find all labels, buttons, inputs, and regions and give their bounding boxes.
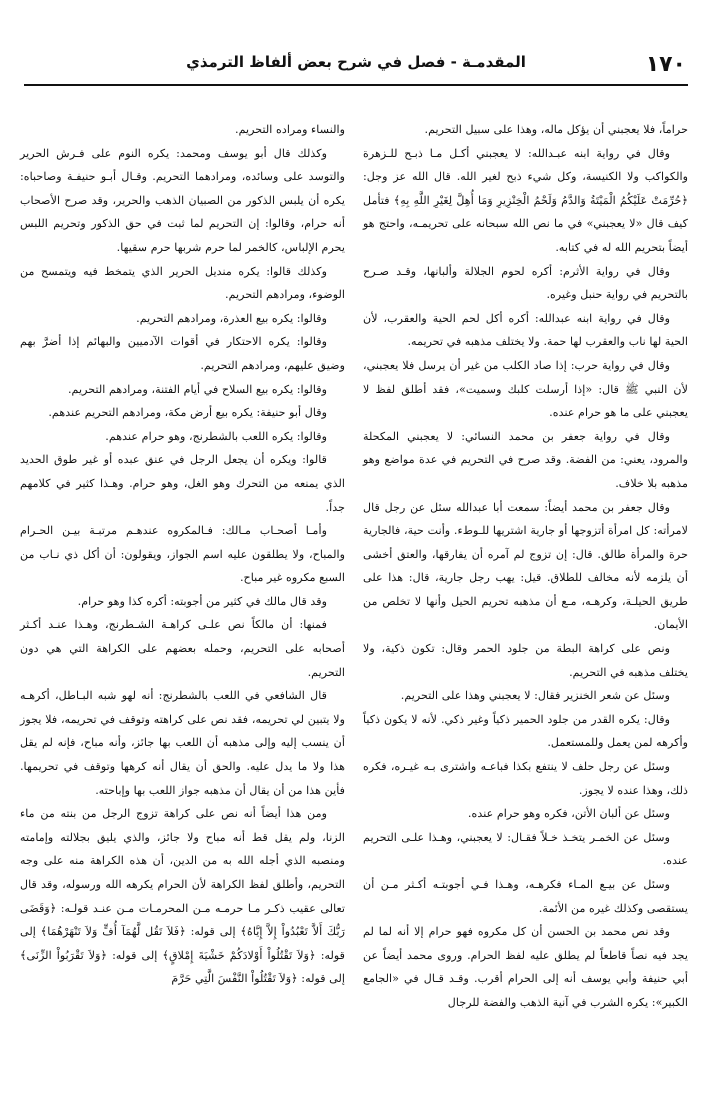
paragraph: وقد قال مالك في كثير من أجوبته: أكره كذا وهو حرام. [77, 594, 327, 608]
paragraph: ونص على كراهة البطة من جلود الحمر وقال: تكون ذكية، ولا يختلف مذهبه في التحريم. [363, 642, 688, 679]
paragraph: والنساء ومراده التحريم. [235, 123, 345, 136]
paragraph: وقال: يكره القدر من جلود الحمير ذكياً وغير ذكي. لأنه لا يكون ذكياً وأكرهه لمن يعمل وللمستعمل. [363, 712, 688, 750]
page-header [24, 38, 688, 86]
right-text-column [363, 118, 688, 1015]
paragraph: وقالوا: يكره بيع العذرة، ومرادهم التحريم. [136, 311, 327, 325]
paragraph: وسئل عن بيـع المـاء فكرهـه، وهـذا فـي أجوبتـه أكـثر مـن أن يستقصى وكذلك غيره من الأئمة. [363, 878, 688, 915]
paragraph: قال الشافعي في اللعب بالشطرنج: أنه لهو شبه البـاطل، أكرهـه ولا يتبين لي تحريمه، فقد نص على كراهته وتوقف في تحريمه، فلا يجوز أن ينسب إليه وإلى مذهبه أن اللعب بها جائز، وأنه مباح، فإنه لم يقل هذا ولا ما يدل عليه. والحق أن يقال أنه كرهها وتوقف في تحريمها. فأين هذا من أن يقال أن مذهبه جواز اللعب بها وإباحته. [20, 689, 345, 797]
paragraph: وقال في رواية حرب: إذا صاد الكلب من غير أن يرسل فلا يعجبني، لأن النبي ﷺ قال: «إذا أرسلت كلبك وسميت»، فقد أطلق لفظ لا يعجبني على ما هو حرام عنده. [363, 358, 688, 420]
page-number: ١٧٠ [645, 52, 686, 77]
paragraph: وقد نص محمد بن الحسن أن كل مكروه فهو حرام إلا أنه لما لم يجد فيه نصاً قاطعاً لم يطلق عليه لفظ الحرام. وروى محمد أيضاً عن أبي حنيفة وأبي يوسف أنه إلى الحرام أقرب. وقـد قـال في «الجامع الكبير»: يكره الشرب في آنية الذهب والفضة للرجال [363, 925, 688, 1009]
paragraph: وكذلك قالوا: يكره منديل الحرير الذي يتمخط فيه ويتمسح من الوضوء، ومرادهم التحريم. [20, 264, 345, 302]
paragraph: قالوا: ويكره أن يجعل الرجل في عنق عبده أو غير طوق الحديد الذي يمنعه من التحرك وهو الغل، وهو حرام. وهـذا كثير في كلامهم جداً. [20, 453, 345, 514]
running-title: المقدمـة - فصل في شرح بعض ألفاظ الترمذي [186, 53, 526, 71]
paragraph: وسئل عن ألبان الأتن، فكره وهو حرام عنده. [467, 807, 670, 821]
paragraph: وقال جعفر بن محمد أيضاً: سمعت أبا عبدالله سئل عن رجل قال لامرأته: كل امرأة أتزوجها أو جارية اشتريها للـوطء. وأنت حية، فالجارية حرة والمرأة طالق. قال: إن تزوج لم آمره أن يفارقها، والعتق أخشى أن يلزمه لأنه مخالف للطلاق. قيل: يهب رجل جارية، قال: هذا على طريق الحيلـة، وكرهـه، مـع أن مذهبه تحريم الحيل وأنها لا تخلص من الأيمان. [363, 500, 688, 632]
paragraph: وقالوا: يكره بيع السلاح في أيام الفتنة، ومرادهم التحريم. [67, 382, 327, 396]
paragraph: وأمـا أصحـاب مـالك: فـالمكروه عندهـم مرتبـة بيـن الحـرام والمباح، ولا يطلقون عليه اسم الجواز، ويقولون: أن أكل ذي نـاب من السبع مكروه غير مباح. [20, 524, 345, 585]
paragraph: وقال في رواية ابنه عبـدالله: لا يعجبني أكـل مـا ذبـح للـزهرة والكواكب ولا الكنيسة، وكل شيء ذبح لغير الله. قال الله عز وجل: ﴿حُرِّمَتْ عَلَيْكُمُ الْمَيْتَةُ وَالدَّمُ وَلَحْمُ الْخِنْزِيرِ وَمَا أُهِلَّ لِغَيْرِ اللَّهِ بِهِ﴾ فتأمل كيف قال «لا يعجبني» في ما نص الله سبحانه على تحريمـه، واحتج هو أيضاً بتحريم الله له في كتابه. [363, 146, 688, 254]
left-text-column [20, 118, 345, 991]
paragraph: وكذلك قال أبو يوسف ومحمد: يكره النوم على فـرش الحرير والتوسد على وسائده، ومرادهما التحريم. وقـال أبـو حنيفـة وصاحباه: يكره أن يلبس الذكور من الصبيان الذهب والحرير، وقد صرح الأصحاب أنه حرام، وقالوا: إن التحريم لما ثبت في حق الذكور وتحريم اللبس يحرم الإلباس، كالخمر لما حرم شربها حرم سقيها. [20, 146, 345, 254]
paragraph: وقال أبو حنيفة: يكره بيع أرض مكة، ومرادهم التحريم عندهم. [48, 406, 327, 420]
paragraph: ومن هذا أيضاً أنه نص على كراهة تزوج الرجل من بنته من ماء الزنا، ولم يقل قط أنه مباح ولا جائز، والذي يليق بجلالته وإمامته ومنصبه الذي أجله الله به من الدين، أن هذه الكراهة منه على وجه التحريم، وأطلق لفظ الكراهة لأن الحرام يكرهه الله ورسوله، وقد قال تعالى عقيب ذكـر مـا حرمـه مـن المحرمـات مـن عنـد قولـه: ﴿وَقَضَى رَبُّكَ أَلاَّ تَعْبُدُواْ إِلاَّ إِيَّاهُ﴾ إلى قوله: ﴿فَلاَ تَقُل لَّهُمَآ أُفٍّ وَلاَ تَنْهَرْهُمَا﴾ إلى قوله: ﴿وَلاَ تَقْتُلُواْ أَوْلادَكُمْ خَشْيَةَ إِمْلاقٍ﴾ إلى قوله: ﴿وَلاَ تَقْرَبُواْ الزِّنَى﴾ إلى قوله: ﴿وَلاَ تَقْتُلُواْ النَّفْسَ الَّتِي حَرَّمَ [20, 807, 345, 986]
paragraph: وقالوا: يكره الاحتكار في أقوات الآدميين والبهائم إذا أضرَّ بهم وضيق عليهم، ومرادهم التحريم. [20, 335, 345, 372]
paragraph: وسئل عن رجل حلف لا ينتفع بكذا فباعـه واشترى بـه غيـره، فكره ذلك، وهذا عنده لا يجوز. [363, 760, 688, 797]
paragraph: وقال في رواية جعفر بن محمد النسائي: لا يعجبني المكحلة والمرود، يعني: من الفضة. وقد صرح في التحريم في عدة مواضع وهو مذهبه بلا خلاف. [363, 429, 688, 490]
paragraph: وسئل عن شعر الخنزير فقال: لا يعجبني وهذا على التحريم. [400, 689, 670, 703]
paragraph: فمنها: أن مالكاً نص علـى كراهـة الشـطرنج، وهـذا عنـد أكـثر أصحابه على التحريم، وحمله بعضهم على الكراهة التي هي دون التحريم. [20, 618, 345, 679]
paragraph: حراماً، فلا يعجبني أن يؤكل ماله، وهذا على سبيل التحريم. [424, 123, 688, 136]
paragraph: وقالوا: يكره اللعب بالشطرنج، وهو حرام عندهم. [105, 429, 327, 443]
paragraph: وقال في رواية الأثرم: أكره لحوم الجلالة وألبانها، وقـد صـرح بالتحريم في رواية حنبل وغيره. [363, 264, 688, 302]
paragraph: وقال في رواية ابنه عبدالله: أكره أكل لحم الحية والعقرب، لأن الحية لها ناب والعقرب لها حمة. ولا يختلف مذهبه في تحريمه. [363, 311, 688, 349]
paragraph: وسئل عن الخمـر يتخـذ خـلاً فقـال: لا يعجبني، وهـذا علـى التحريم عنده. [363, 830, 688, 868]
